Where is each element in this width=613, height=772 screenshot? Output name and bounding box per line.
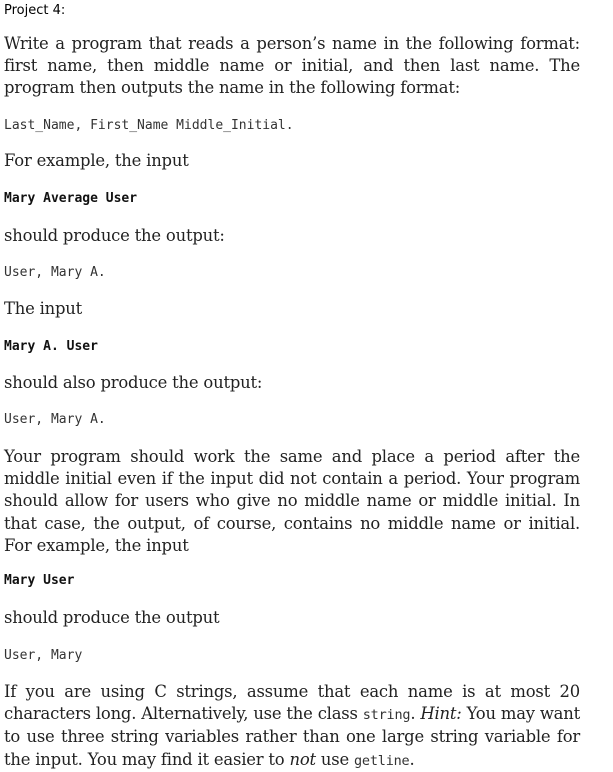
produce-output-text: should produce the output: (4, 226, 225, 245)
hint-label: Hint: (420, 704, 462, 724)
example2-input: Mary A. User (4, 339, 98, 354)
not-emphasis: not (289, 749, 316, 769)
final-text-1: If you are using C strings, assume that each name is at most 20 characters long. Alternatively, use the class (4, 682, 580, 724)
period-paragraph: Your program should work the same and place a period after the middle initial even if the input did not contain a period. Your program should allow for users who give no middle name or middle initial. In that case, the output, of course, contains no middle name or initial. For example, the input (4, 447, 580, 555)
example-intro-text: For example, the input (4, 151, 189, 170)
getline-code: getline (353, 752, 410, 769)
final-text-2: . (410, 704, 421, 724)
example3-input: Mary User (4, 573, 75, 588)
example3-output: User, Mary (4, 648, 83, 663)
intro-paragraph: Write a program that reads a person’s name in the following format: first name, then middle name or initial, and then last name. The program then outputs the name in the following format: (4, 34, 580, 98)
example2-output: User, Mary A. (4, 412, 106, 427)
format-line: Last_Name, First_Name Middle_Initial. (4, 118, 294, 133)
final-text-3: You may want to use three string variables rather than one large string variable for the input. You may find it easier to (4, 704, 580, 769)
final-text-5: . (409, 749, 415, 769)
input-label-text: The input (4, 299, 83, 318)
final-paragraph (4, 681, 580, 772)
also-produce-text: should also produce the output: (4, 373, 263, 392)
project-heading: Project 4: (4, 3, 66, 18)
final-text-4: use (315, 749, 354, 769)
example1-input: Mary Average User (4, 191, 138, 206)
string-code: string (362, 707, 411, 724)
produce-output-text-2: should produce the output (4, 608, 220, 627)
example1-output: User, Mary A. (4, 265, 106, 280)
